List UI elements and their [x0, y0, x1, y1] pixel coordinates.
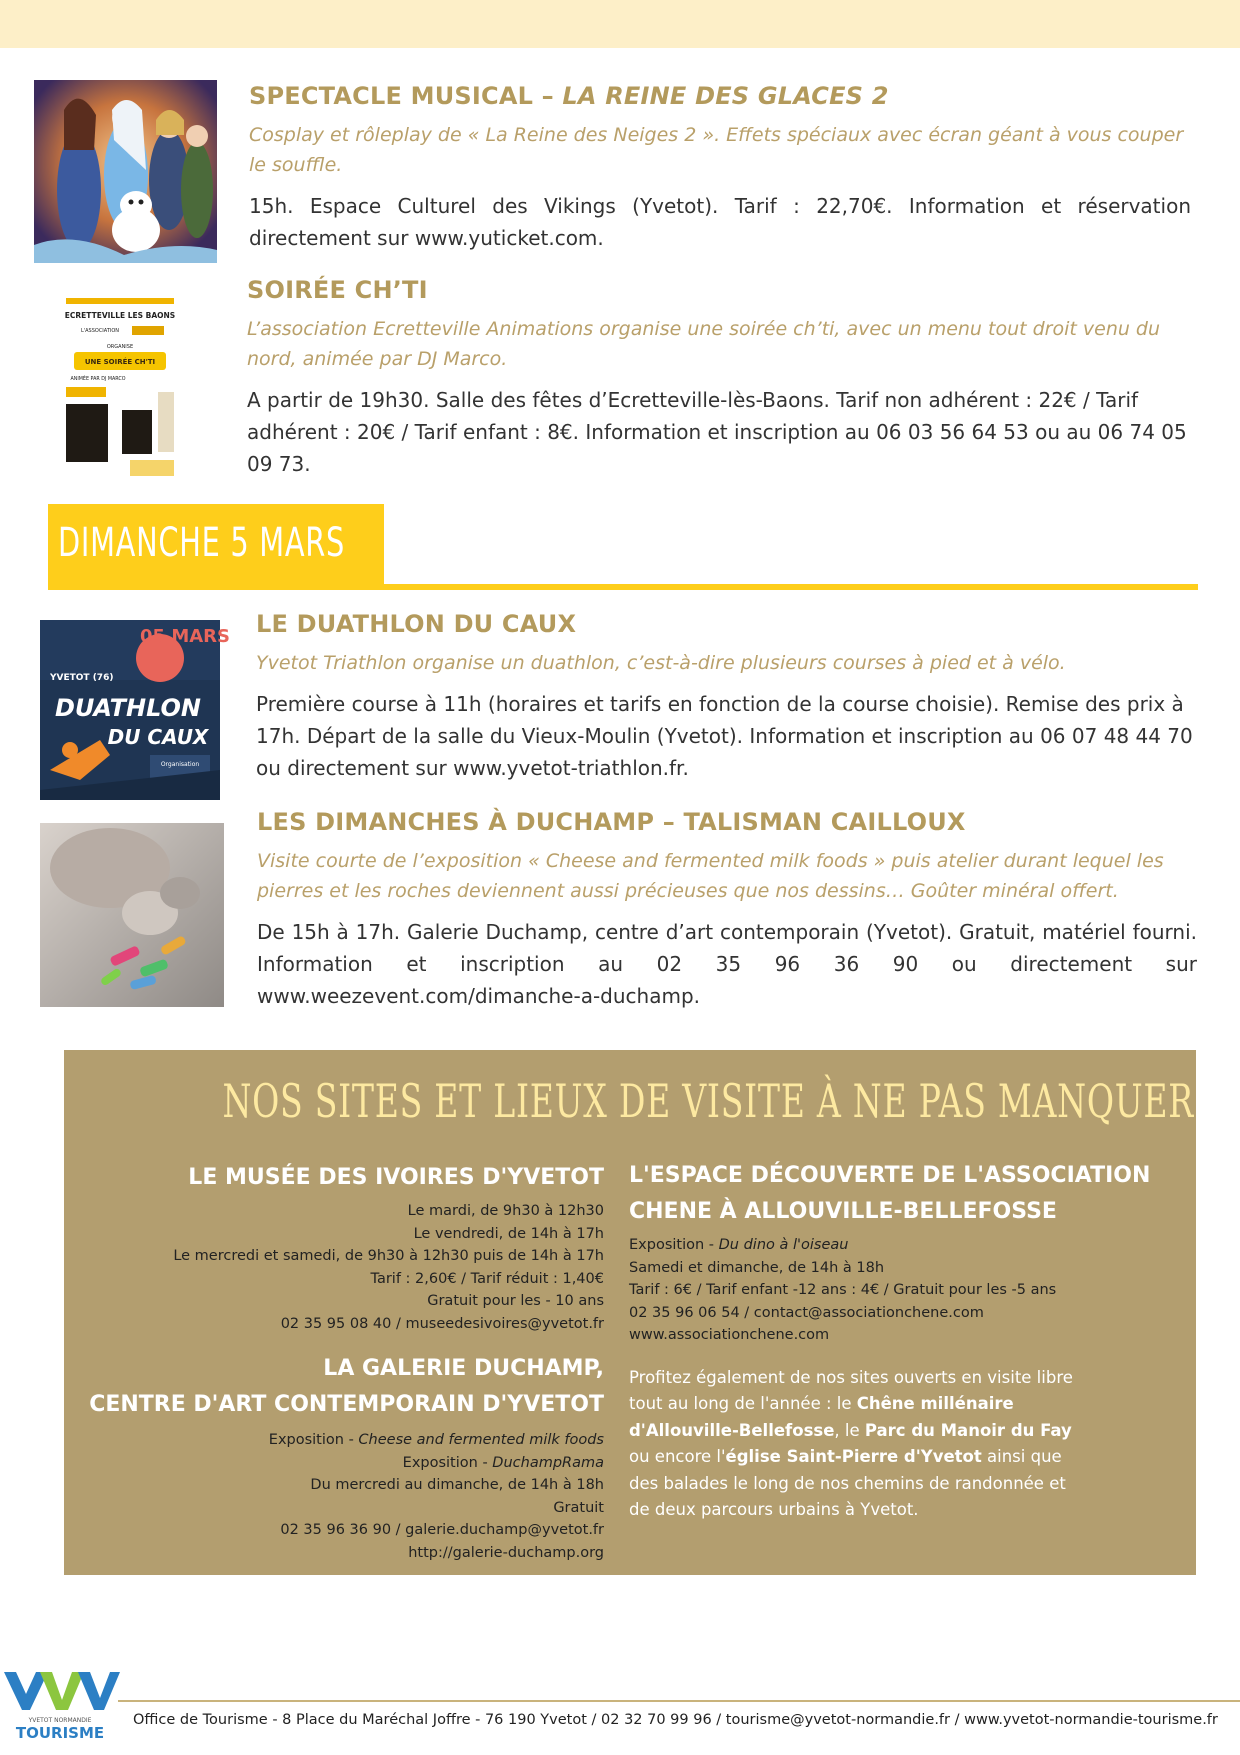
musee-line: Gratuit pour les - 10 ans: [427, 1293, 604, 1309]
event-subtitle: Yvetot Triathlon organise un duathlon, c’est-à-dire plusieurs courses à pied et à vélo.: [256, 652, 1066, 674]
logo-small-text: YVETOT NORMANDIE: [28, 1717, 92, 1724]
day-banner-rule: [48, 584, 1198, 590]
logo-word: TOURISME: [15, 1724, 105, 1742]
tourisme-logo: [0, 1672, 120, 1748]
event-title: SPECTACLE MUSICAL – LA REINE DES GLACES 2: [249, 82, 889, 110]
event-poster-soiree-chti: [60, 292, 180, 480]
event-soiree-chti: [247, 276, 1191, 480]
sites-title: NOS SITES ET LIEUX DE VISITE À NE PAS MANQUER: [222, 1074, 1194, 1128]
event-details: Première course à 11h (horaires et tarifs en fonction de la course choisie). Remise des prix à 17h. Départ de la salle du Vieux-Moulin (Yvetot). Information et inscription au 06 07 48 44 70 ou directement sur www.yvetot-triathlon.fr.: [256, 692, 1193, 780]
musee-info: [64, 1200, 604, 1335]
musee-line: Tarif : 2,60€ / Tarif réduit : 1,40€: [370, 1270, 604, 1287]
event-details: De 15h à 17h. Galerie Duchamp, centre d’art contemporain (Yvetot). Gratuit, matériel fourni. Information et inscription au 02 35 96 36 90 ou directement sur www.weezevent.com/dimanche-a-duchamp.: [257, 920, 1197, 1008]
galerie-expo: Exposition - DuchampRama: [402, 1454, 604, 1471]
musee-line: Le vendredi, de 14h à 17h: [413, 1225, 604, 1242]
event-title: SOIRÉE CH’TI: [247, 276, 428, 304]
badge-word-1: DUATHLON: [55, 694, 201, 722]
espace-contact: 02 35 96 06 54 / contact@associationchene.com: [629, 1304, 984, 1321]
footer-rule: [118, 1700, 1240, 1702]
event-image-talisman: [40, 823, 224, 1007]
galerie-line: Du mercredi au dimanche, de 14h à 18h: [310, 1477, 604, 1493]
badge-word-2: DU CAUX: [107, 725, 209, 749]
day-banner: [48, 504, 384, 586]
espace-expo: Exposition - Du dino à l'oiseau: [629, 1237, 849, 1253]
espace-line: Samedi et dimanche, de 14h à 18h: [629, 1259, 885, 1276]
galerie-info: [64, 1429, 604, 1564]
event-subtitle: Visite courte de l’exposition « Cheese and fermented milk foods » puis atelier durant lequel les pierres et les roches deviennent aussi précieuses que nos dessins… Goûter minéral offert.: [257, 850, 1164, 902]
espace-heading: L'ESPACE DÉCOUVERTE DE L'ASSOCIATION: [629, 1163, 1151, 1188]
badge-org: Organisation: [160, 761, 200, 768]
galerie-expo: Exposition - Cheese and fermented milk foods: [268, 1432, 604, 1448]
sites-left-column: [64, 1160, 604, 1564]
badge-place: YVETOT (76): [50, 673, 114, 683]
event-image-duathlon: [40, 620, 230, 800]
galerie-heading: LA GALERIE DUCHAMP,: [323, 1356, 604, 1381]
musee-line: Le mardi, de 9h30 à 12h30: [407, 1203, 604, 1219]
poster-line-5: ANIMÉE PAR DJ MARCO: [70, 377, 126, 382]
espace-info: [629, 1234, 1174, 1347]
badge-date: 05 MARS: [140, 626, 230, 647]
sites-panel: [64, 1050, 1196, 1575]
sites-right-column: [629, 1158, 1174, 1524]
galerie-line: Gratuit: [553, 1499, 604, 1516]
footer-contact: Office de Tourisme - 8 Place du Maréchal Joffre - 76 190 Yvetot / 02 32 70 99 96 / tourisme@yvetot-normandie.fr / www.yvetot-normandie-tourisme.fr: [133, 1712, 1218, 1728]
poster-line-1: ECRETTEVILLE LES BAONS: [64, 311, 176, 320]
poster-line-2: L'ASSOCIATION: [80, 328, 120, 334]
event-duathlon: [256, 610, 1211, 784]
musee-line: Le mercredi et samedi, de 9h30 à 12h30 puis de 14h à 17h: [173, 1248, 604, 1264]
event-title: LES DIMANCHES À DUCHAMP – TALISMAN CAILLOUX: [257, 808, 966, 836]
espace-line: Tarif : 6€ / Tarif enfant -12 ans : 4€ / Gratuit pour les -5 ans: [629, 1282, 1057, 1298]
day-banner-label: DIMANCHE 5 MARS: [58, 520, 346, 566]
poster-line-3: ORGANISE: [106, 344, 134, 350]
event-image-reine-des-glaces: [34, 80, 217, 263]
event-reine-des-glaces: [249, 82, 1191, 254]
musee-heading: LE MUSÉE DES IVOIRES D'YVETOT: [188, 1165, 604, 1190]
galerie-website: http://galerie-duchamp.org: [408, 1544, 604, 1561]
espace-website: www.associationchene.com: [629, 1327, 830, 1343]
event-subtitle: Cosplay et rôleplay de « La Reine des Neiges 2 ». Effets spéciaux avec écran géant à vous couper le souffle.: [249, 124, 1184, 176]
sites-libre-paragraph: Profitez également de nos sites ouverts en visite libre tout au long de l'année : le Chêne millénaire d'Allouville-Bellefosse, le Parc du Manoir du Fay ou encore l'église Saint-Pierre d'Yvetot ainsi que des balades le long de nos chemins de randonnée et de deux parcours urbains à Yvetot.: [629, 1367, 1073, 1519]
event-details: 15h. Espace Culturel des Vikings (Yvetot). Tarif : 22,70€. Information et réservation directement sur www.yuticket.com.: [249, 194, 1191, 250]
top-band: [0, 0, 1240, 48]
espace-heading-2: CHENE À ALLOUVILLE-BELLEFOSSE: [629, 1199, 1057, 1224]
event-dimanches-duchamp: [257, 808, 1197, 1012]
event-title: LE DUATHLON DU CAUX: [256, 610, 577, 638]
poster-line-4: UNE SOIRÉE CH'TI: [84, 358, 156, 366]
event-details: A partir de 19h30. Salle des fêtes d’Ecretteville-lès-Baons. Tarif non adhérent : 22€ / Tarif adhérent : 20€ / Tarif enfant : 8€. Information et inscription au 06 03 56 64 53 ou au 06 74 05 09 73.: [247, 388, 1187, 476]
event-subtitle: L’association Ecretteville Animations organise une soirée ch’ti, avec un menu tout droit venu du nord, animée par DJ Marco.: [247, 318, 1161, 370]
musee-contact: 02 35 95 08 40 / museedesivoires@yvetot.fr: [280, 1315, 604, 1332]
galerie-heading-2: CENTRE D'ART CONTEMPORAIN D'YVETOT: [89, 1392, 604, 1417]
galerie-contact: 02 35 96 36 90 / galerie.duchamp@yvetot.fr: [280, 1522, 604, 1538]
